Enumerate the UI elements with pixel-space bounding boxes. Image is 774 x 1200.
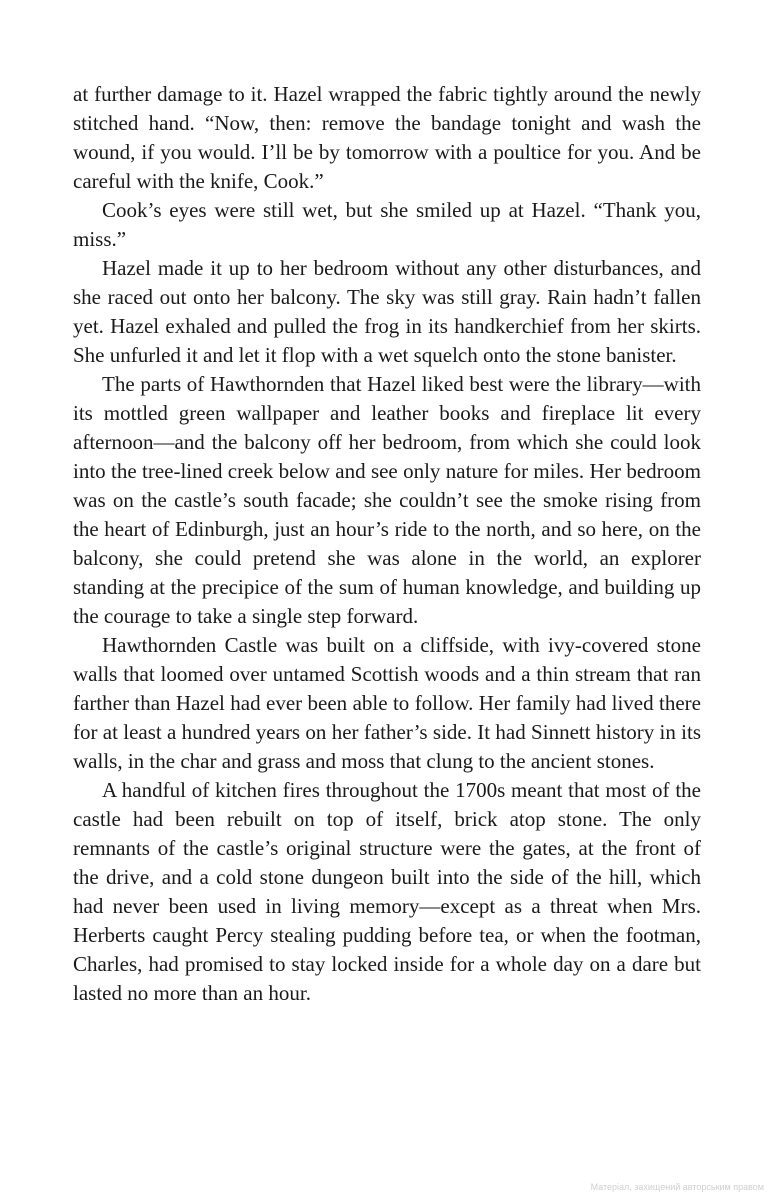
paragraph-2: Cook’s eyes were still wet, but she smiled up at Hazel. “Thank you, miss.” bbox=[73, 198, 701, 251]
paragraph-5: Hawthornden Castle was built on a cliffside, with ivy-covered stone walls that loomed over untamed Scottish woods and a thin stream that ran farther than Hazel had ever been able to follow. Her family had lived there for at least a hundred years on her father’s side. It had Sinnett history in its walls, in the char and grass and moss that clung to the ancient stones. bbox=[73, 633, 701, 773]
book-page bbox=[73, 80, 701, 1008]
paragraph-3: Hazel made it up to her bedroom without any other disturbances, and she raced out onto her balcony. The sky was still gray. Rain hadn’t fallen yet. Hazel exhaled and pulled the frog in its handkerchief from her skirts. She unfurled it and let it flop with a wet squelch onto the stone banister. bbox=[73, 256, 701, 367]
paragraph-6: A handful of kitchen fires throughout the 1700s meant that most of the castle had been rebuilt on top of itself, brick atop stone. The only remnants of the castle’s original structure were the gates, at the front of the drive, and a cold stone dungeon built into the side of the hill, which had never been used in living memory—except as a threat when Mrs. Herberts caught Percy stealing pudding before tea, or when the footman, Charles, had promised to stay locked inside for a whole day on a dare but lasted no more than an hour. bbox=[73, 778, 701, 1005]
copyright-watermark: Матеріал, захищений авторським правом bbox=[590, 1182, 764, 1192]
paragraph-4: The parts of Hawthornden that Hazel liked best were the library—with its mottled green wallpaper and leather books and fireplace lit every afternoon—and the balcony off her bedroom, from which she could look into the tree-lined creek below and see only nature for miles. Her bedroom was on the castle’s south facade; she couldn’t see the smoke rising from the heart of Edinburgh, just an hour’s ride to the north, and so here, on the balcony, she could pretend she was alone in the world, an explorer standing at the precipice of the sum of human knowledge, and building up the courage to take a single step forward. bbox=[73, 372, 701, 628]
paragraph-1: at further damage to it. Hazel wrapped the fabric tightly around the newly stitched hand. “Now, then: remove the bandage tonight and wash the wound, if you would. I’ll be by tomorrow with a poultice for you. And be careful with the knife, Cook.” bbox=[73, 82, 701, 193]
